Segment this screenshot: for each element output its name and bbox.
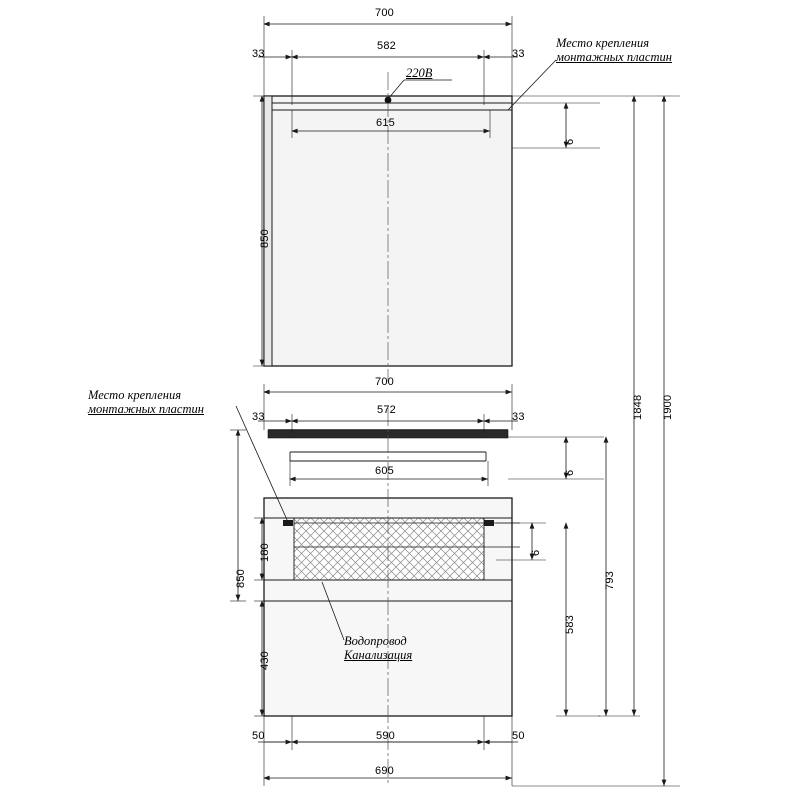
note-cabinet-mount: [88, 388, 204, 416]
dim-mirror-width-700: 700: [375, 7, 394, 19]
label-power-text: 220В: [406, 66, 433, 80]
note-mirror-mount-line2: монтажных пластин: [556, 50, 672, 64]
label-power-220v: [406, 66, 432, 81]
overall-dimensions: [512, 96, 680, 786]
dim-base-right-50: 50: [512, 730, 525, 742]
dim-cabinet-hatch-180: 180: [259, 543, 271, 562]
dim-mirror-inner-582: 582: [377, 40, 396, 52]
dim-base-left-50: 50: [252, 730, 265, 742]
dim-mirror-drop-6: 6: [564, 138, 576, 145]
cabinet-view: [230, 384, 640, 786]
note-mirror-mount: [556, 36, 672, 64]
dim-cabinet-right-33: 33: [512, 411, 525, 423]
dim-cabinet-drop-top-6: 6: [564, 469, 576, 476]
note-cabinet-mount-line2: монтажных пластин: [88, 402, 204, 416]
dim-cabinet-793: 793: [604, 571, 616, 590]
dim-overall-1848: 1848: [632, 394, 644, 420]
note-plumbing-line2: Канализация: [344, 648, 413, 662]
dim-cabinet-left-33: 33: [252, 411, 265, 423]
dim-overall-1900: 1900: [662, 394, 674, 420]
dim-cabinet-inner-572: 572: [377, 404, 396, 416]
note-plumbing-line1: Водопровод: [344, 634, 407, 648]
dim-base-width-690: 690: [375, 765, 394, 777]
dim-mirror-left-33: 33: [252, 48, 265, 60]
dim-cabinet-drop-mid-6: 6: [530, 549, 542, 556]
note-cabinet-mount-line1: Место крепления: [88, 388, 182, 402]
dim-cabinet-width-700: 700: [375, 376, 394, 388]
dim-cabinet-plate-605: 605: [375, 465, 394, 477]
dim-cabinet-height-850: 850: [235, 569, 247, 588]
dim-mirror-plate-615: 615: [376, 117, 395, 129]
dim-base-inner-590: 590: [376, 730, 395, 742]
dim-mirror-right-33: 33: [512, 48, 525, 60]
note-mirror-mount-line1: Место крепления: [556, 36, 650, 50]
note-plumbing: [344, 634, 412, 662]
dim-mirror-height-850: 850: [259, 229, 271, 248]
dim-cabinet-bottom-430: 430: [259, 651, 271, 670]
dim-cabinet-583: 583: [564, 615, 576, 634]
